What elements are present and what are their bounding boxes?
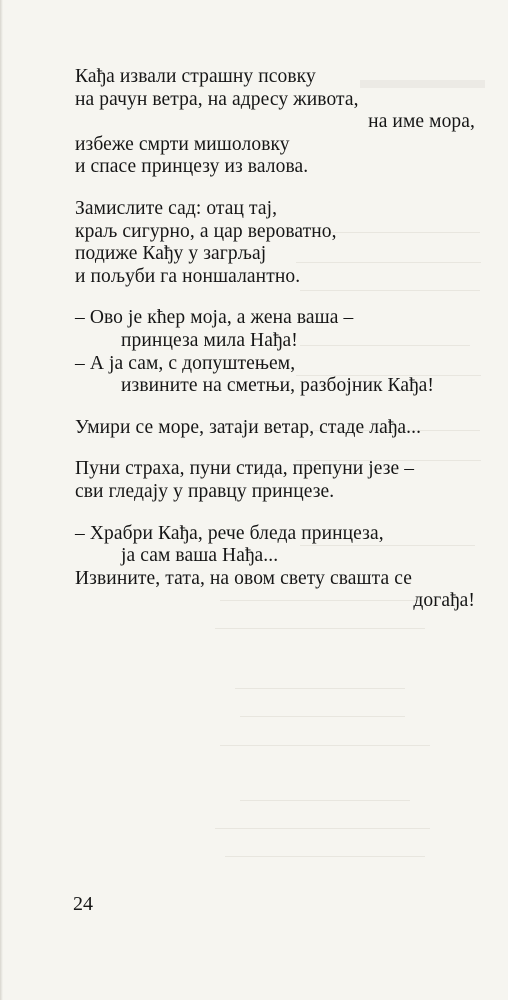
poem-line: принцеза мила Нађа!	[121, 329, 298, 351]
stanza-2	[75, 198, 475, 288]
poem-line: – Храбри Кађа, рече бледа принцеза,	[75, 522, 384, 544]
poem-line: на име мора,	[368, 111, 475, 133]
poem-line: Умири се море, затаји ветар, стаде лађа...	[75, 416, 422, 438]
poem-line: подиже Кађу у загрљај	[75, 243, 267, 265]
poem-line: – Ово је кћер моја, а жена ваша –	[75, 307, 354, 329]
poem-line: Замислите сад: отац тај,	[75, 197, 278, 219]
poem-line: и пољуби га ноншалантно.	[75, 265, 301, 287]
poem-line: догађа!	[413, 590, 475, 612]
poem-line: краљ сигурно, а цар вероватно,	[75, 220, 337, 242]
stanza-3	[75, 307, 475, 397]
poem-line: Извините, тата, на овом свету свашта се	[75, 567, 412, 589]
poem-line: ја сам ваша Нађа...	[121, 545, 279, 567]
poem-line: избеже смрти мишоловку	[75, 133, 290, 155]
poem-line: – А ја сам, с допуштењем,	[75, 352, 296, 374]
poem-text	[75, 66, 475, 632]
stanza-4	[75, 417, 475, 440]
page-number: 24	[73, 893, 93, 915]
poem-line: сви гледају у правцу принцезе.	[75, 480, 335, 502]
poem-line: и спасе принцезу из валова.	[75, 156, 309, 178]
poem-line: на рачун ветра, на адресу живота,	[75, 88, 359, 110]
poem-line: извините на сметњи, разбојник Кађа!	[121, 375, 435, 397]
poem-line: Кађа извали страшну псовку	[75, 66, 316, 87]
stanza-1	[75, 66, 475, 179]
page-edge-shadow	[0, 0, 3, 1000]
poem-line: Пуни страха, пуни стида, препуни језе –	[75, 458, 415, 480]
stanza-6	[75, 523, 475, 613]
stanza-5	[75, 458, 475, 503]
